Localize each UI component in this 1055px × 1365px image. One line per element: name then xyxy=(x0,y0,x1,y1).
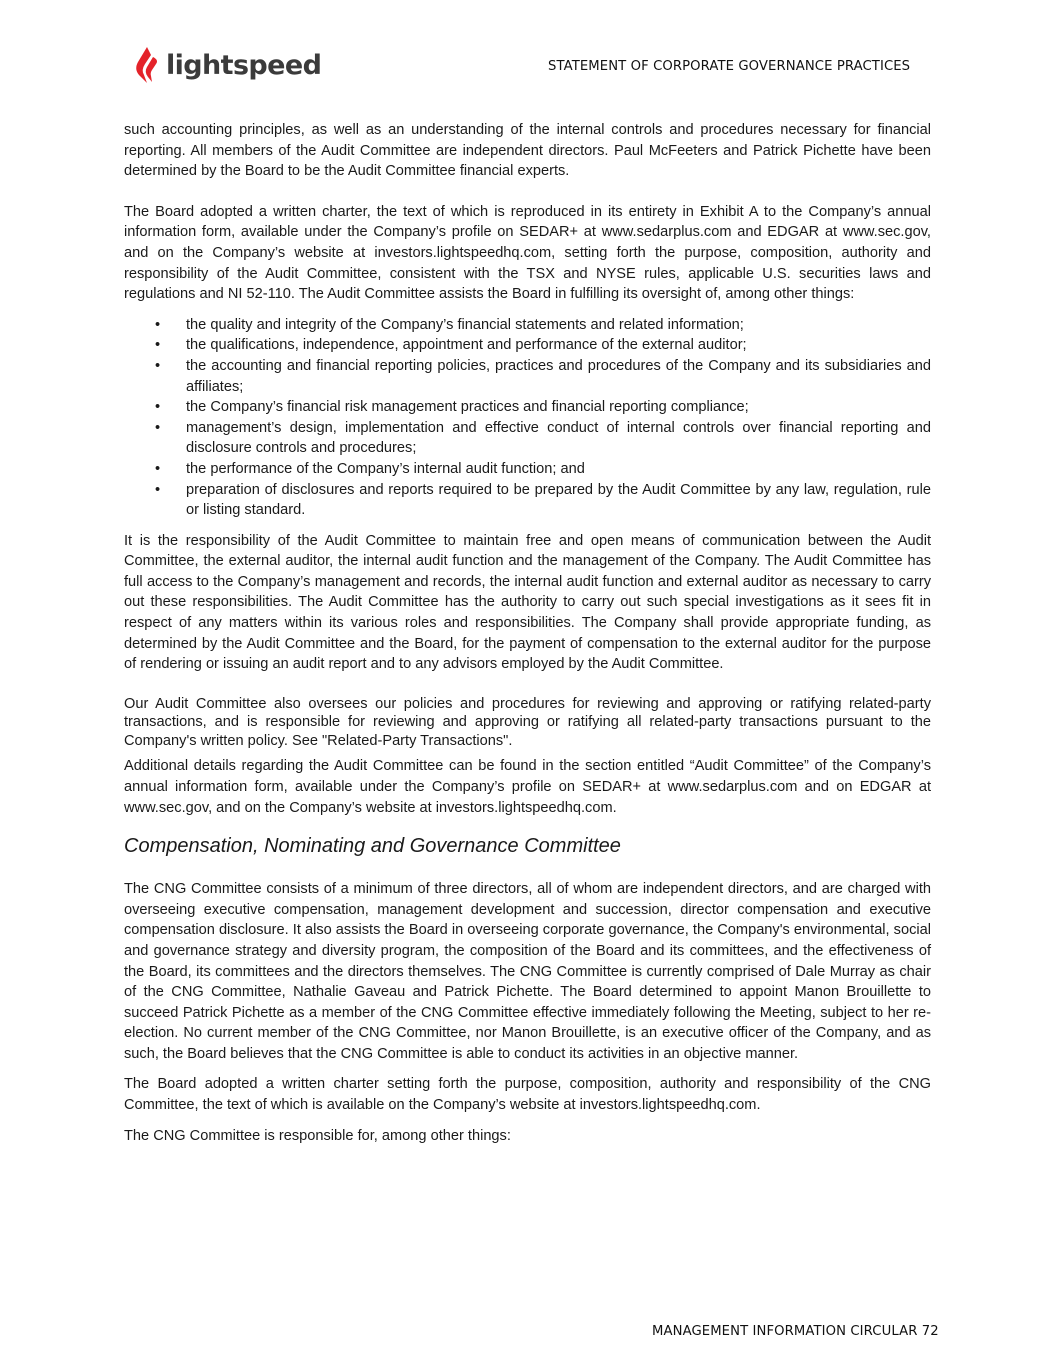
list-item: • management’s design, implementation and effective conduct of internal controls over financial reporting and disclosure controls and procedures; xyxy=(124,418,931,459)
document-body xyxy=(124,120,931,1146)
paragraph-additional-details: Additional details regarding the Audit Committee can be found in the section entitled “Audit Committee” of the Company’s annual information form, available under the Company’s profile on SEDAR+ at www.sedarplus.com and on EDGAR at www.sec.gov, and on the Company’s website at investors.lightspeedhq.com. xyxy=(124,758,931,816)
list-item: • preparation of disclosures and reports required to be prepared by the Audit Committee by any law, regulation, rule or listing standard. xyxy=(124,480,931,521)
paragraph-cng-composition: The CNG Committee consists of a minimum of three directors, all of whom are independent directors, and are charged with overseeing executive compensation, management development and succession, director compensation and executive compensation disclosure. It also assists the Board in overseeing corporate governance, the Company's environmental, social and governance strategy and diversity program, the composition of the Board and its committees, and the effectiveness of the Board, its committees and the directors themselves. The CNG Committee is currently comprised of Dale Murray as chair of the CNG Committee, Nathalie Gaveau and Patrick Pichette. The Board determined to appoint Manon Brouillette to succeed Patrick Pichette as a member of the CNG Committee effective immediately following the Meeting, subject to her re-election. No current member of the CNG Committee, nor Manon Brouillette, is an executive officer of the Company, and as such, the Board believes that the CNG Committee is able to conduct its activities in an objective manner. xyxy=(124,881,931,1062)
list-item: • the quality and integrity of the Company’s financial statements and related information; xyxy=(124,315,931,336)
page-footer: MANAGEMENT INFORMATION CIRCULAR 72 xyxy=(652,1324,939,1339)
paragraph-audit-charter: The Board adopted a written charter, the text of which is reproduced in its entirety in Exhibit A to the Company’s annual information form, available under the Company’s profile on SEDAR+ at www.sedarplus.com and EDGAR at www.sec.gov, and on the Company’s website at investors.lightspeedhq.com, setting forth the purpose, composition, authority and responsibility of the Audit Committee, consistent with the TSX and NYSE rules, applicable U.S. securities laws and regulations and NI 52-110. The Audit Committee assists the Board in fulfilling its oversight of, among other things: xyxy=(124,203,931,303)
list-item: • the performance of the Company’s internal audit function; and xyxy=(124,459,931,480)
section-heading-cng: Compensation, Nominating and Governance Committee xyxy=(124,835,621,858)
paragraph-audit-responsibility: It is the responsibility of the Audit Committee to maintain free and open means of communication between the Audit Committee, the external auditor, the internal audit function and the management of the Company. The Audit Committee has full access to the Company’s management and records, the internal audit function and external auditor as necessary to carry out these responsibilities. The Audit Committee has the authority to carry out such special investigations as it sees fit in respect of any matters within its various roles and responsibilities. The Company shall provide appropriate funding, as determined by the Audit Committee and the Board, for the payment of compensation to the external auditor for the purpose of rendering or issuing an audit report and to any advisors employed by the Audit Committee. xyxy=(124,532,931,673)
flame-logo-icon xyxy=(134,46,162,84)
company-logo xyxy=(134,46,321,84)
paragraph-related-party: Our Audit Committee also oversees our policies and procedures for reviewing and approving or ratifying related-party transactions, and is responsible for reviewing and approving or ratifying all related-party transactions pursuant to the Company's written policy. See "Related-Party Transactions". xyxy=(124,695,931,749)
paragraph-accounting-principles: such accounting principles, as well as an understanding of the internal controls and procedures necessary for financial reporting. All members of the Audit Committee are independent directors. Paul McFeeters and Patrick Pichette have been determined by the Board to be the Audit Committee financial experts. xyxy=(124,122,931,180)
header-title: STATEMENT OF CORPORATE GOVERNANCE PRACTICES xyxy=(548,59,911,74)
list-item: • the qualifications, independence, appointment and performance of the external auditor; xyxy=(124,335,931,356)
paragraph-cng-charter: The Board adopted a written charter setting forth the purpose, composition, authority and responsibility of the CNG Committee, the text of which is available on the Company’s website at investors.lightspeedhq.com. xyxy=(124,1076,931,1114)
list-item: • the accounting and financial reporting policies, practices and procedures of the Company and its subsidiaries and affiliates; xyxy=(124,356,931,397)
paragraph-cng-responsibilities: The CNG Committee is responsible for, among other things: xyxy=(124,1127,511,1144)
audit-oversight-list xyxy=(124,315,931,521)
list-item: • the Company’s financial risk management practices and financial reporting compliance; xyxy=(124,397,931,418)
logo-wordmark: lightspeed xyxy=(166,49,322,81)
